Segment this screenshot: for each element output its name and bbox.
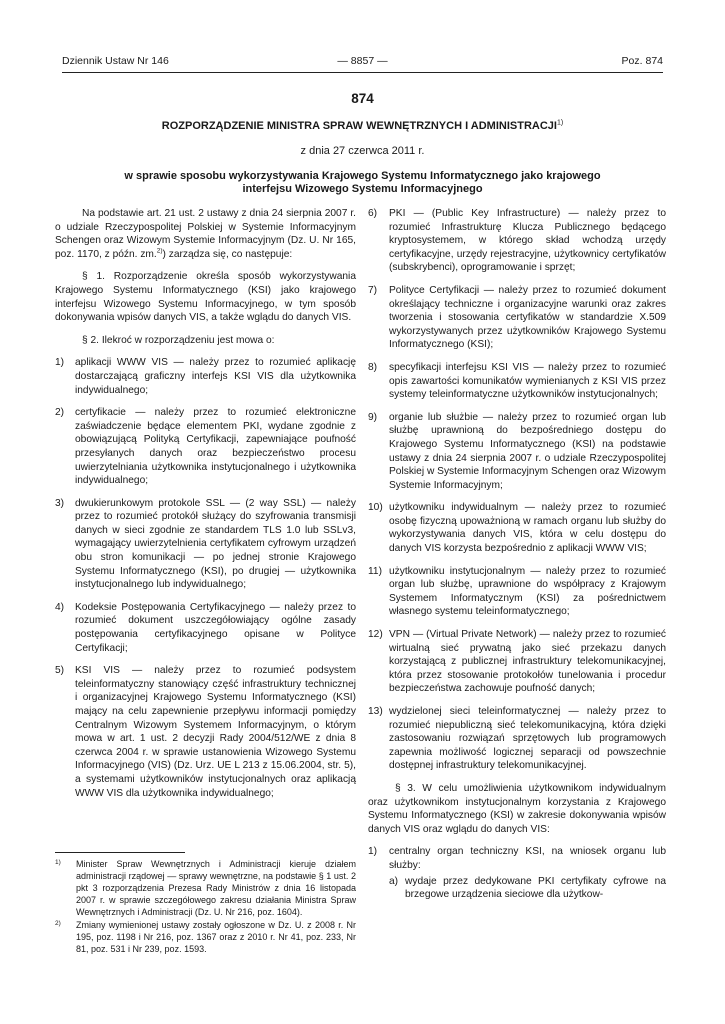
definition-item: 5) KSI VIS — należy przez to rozumieć podsystem teleinformatyczny stanowiący część infrastruktury technicznej i organizacyjnej Krajowego Systemu Informatycznego (KSI) mający na celu zapewnienie przepływu informacji pomiędzy Centralnym Wizowym Systemem Informacyjnym, o którym mowa w art. 1 ust. 2 decyzji Rady 2004/512/WE z dnia 8 czerwca 2004 r. w sprawie ustanowienia Wizowego Systemu Informacyjnego (VIS) (Dz. Urz. UE L 213 z 15.06.2004, str. 5), a systemami użytkowników instytucjonalnych oraz aplikacją WWW VIS dla użytkownika indywidualnego; — [55, 665, 356, 799]
preamble: Na podstawie art. 21 ust. 2 ustawy z dnia 24 sierpnia 2007 r. o udziale Rzeczypospolitej Polskiej w Systemie Informacyjnym Schengen oraz Wizowym Systemie Informacyjnym (Dz. U. Nr 165, poz. 1170, z późn. zm.$^{2)}$) zarządza się, co następuje: — [55, 208, 356, 260]
paragraph-3: § 3. W celu umożliwienia użytkownikom indywidualnym oraz użytkownikom instytucjonalnym korzystania z Krajowego Systemu Informatycznego (KSI) w zakresie dokonywania wpisów danych VIS oraz wglądu do danych VIS: — [368, 782, 666, 835]
paragraph-2: § 2. Ilekroć w rozporządzeniu jest mowa o: — [82, 334, 275, 346]
definition-item: 6) PKI — (Public Key Infrastructure) — należy przez to rozumieć Infrastrukturę Klucza Publicznego będącego kryptosystemem, w którego skład wchodzą urzędy certyfikacyjne, urzędy rejestracyjne, użytkownicy certyfikatów (subskrybenci), oprogramowanie i sprzęt; — [368, 208, 666, 274]
definition-item: 11) użytkowniku instytucjonalnym — należy przez to rozumieć organ lub służbę, uprawnione do współpracy z Krajowym Systemem Informatycznym (KSI) za pośrednictwem własnego systemu teleinformatycznego; — [368, 565, 666, 618]
title-footnote-mark: 1) — [556, 119, 564, 127]
definition-item: 3) dwukierunkowym protokole SSL — (2 way SSL) — należy przez to rozumieć protokół służący do szyfrowania transmisji danych w sieci zgodnie ze standardem TLS 1.0 lub SSLv3, wymagający uwierzytelnienia certyfikatem cyfrowym urządzeń obu stron komunikacji — po jednej stronie Krajowego Systemu Informatycznego (KSI), po drugiej — użytkownika instytucjonalnego lub indywidualnego; — [55, 497, 356, 591]
position-number: 874 — [351, 91, 374, 106]
paragraph-3-subitem: a) wydaje przez dedykowane PKI certyfikaty cyfrowe na brzegowe urządzenia sieciowe dla użytkow- — [389, 875, 666, 901]
definition-item: 1) aplikacji WWW VIS — należy przez to rozumieć aplikację dostarczającą graficzny interfejs KSI VIS dla użytkownika indywidualnego; — [55, 357, 356, 396]
definition-item: 7) Polityce Certyfikacji — należy przez to rozumieć dokument określający techniczne i organizacyjne warunki oraz zakres tworzenia i stosowania certyfikatów w standardzie X.509 wykorzystywanych przez użytkowników Krajowego Systemu Informatycznego (KSI); — [368, 284, 666, 351]
header-rule — [62, 72, 663, 73]
definition-item: 9) organie lub służbie — należy przez to rozumieć organ lub służbę uprawnioną do bezpośredniego dostępu do Krajowego Systemu Informatycznego (KSI) na podstawie ustawy z dnia 24 sierpnia 2007 r. o udziale Rzeczypospolitej Polskiej w Systemie Informacyjnym Schengen oraz Wizowym Systemie Informacyjnym; — [368, 411, 666, 491]
journal-name: Dziennik Ustaw Nr 146 — [62, 55, 169, 67]
page-number: — 8857 — — [337, 55, 388, 67]
paragraph-1: § 1. Rozporządzenie określa sposób wykorzystywania Krajowego Systemu Informatycznego (KSI) jako krajowego interfejsu Wizowego Systemu Informacyjnego, w tym sposób dokonywania wpisów danych VIS, a także wglądu do danych VIS. — [55, 271, 356, 324]
regulation-subject: w sprawie sposobu wykorzystywania Krajowego Systemu Informatycznego jako krajowego interfejsu Wizowego Systemu Informacyjnego — [124, 170, 601, 195]
footnotes — [55, 858, 356, 956]
definition-item: 4) Kodeksie Postępowania Certyfikacyjnego — należy przez to rozumieć dokument uszczegółowiający ogólne zasady postępowania certyfikacyjnego opisane w Polityce Certyfikacji; — [55, 601, 356, 654]
definition-item: 12) VPN — (Virtual Private Network) — należy przez to rozumieć wirtualną sieć prywatną jako sieć przekazu danych korzystającą z publicznej infrastruktury telekomunikacyjnej, która przez stosowanie protokołów tunelowania i procedur bezpieczeństwa zachowuje poufność danych; — [368, 629, 666, 695]
footnote: 1) Minister Spraw Wewnętrznych i Administracji kieruje działem administracji rządowej — sprawy wewnętrzne, na podstawie § 1 ust. 2 pkt 3 rozporządzenia Prezesa Rady Ministrów z dnia 16 listopada 2007 r. w sprawie szczegółowego zakresu działania Ministra Spraw Wewnętrznych i Administracji (Dz. U. Nr 216, poz. 1604). — [55, 859, 356, 917]
definition-item: 10) użytkowniku indywidualnym — należy przez to rozumieć osobę fizyczną upoważnioną w ramach organu lub służby do wykorzystywania danych VIS, która w celu dostępu do danych VIS korzysta bezpośrednio z aplikacji WWW VIS; — [368, 502, 666, 555]
right-column — [368, 207, 666, 902]
position-label: Poz. 874 — [621, 55, 663, 67]
definition-item: 13) wydzielonej sieci teleinformatycznej — należy przez to rozumieć niepubliczną sieć telekomunikacyjną, która dzięki zastosowaniu rozwiązań sprzętowych lub programowych zapewnia możliwość logicznej separacji od powszechnie dostępnej infrastruktury telekomunikacyjnej. — [368, 706, 666, 772]
regulation-title: ROZPORZĄDZENIE MINISTRA SPRAW WEWNĘTRZNYCH I ADMINISTRACJI$^{1)}$ — [161, 119, 564, 132]
footnote-rule — [55, 852, 185, 853]
definition-item: 2) certyfikacie — należy przez to rozumieć elektroniczne zaświadczenie będące elementem PKI, wydane zgodnie z obowiązującą Polityką Certyfikacji, zapewniające poufność przesyłanych danych oraz bezpieczeństwo procesu uwierzytelniania użytkownika instytucjonalnego i użytkownika indywidualnego; — [55, 407, 356, 487]
regulation-date: z dnia 27 czerwca 2011 r. — [300, 145, 425, 157]
footnote: 2) Zmiany wymienionej ustawy zostały ogłoszone w Dz. U. z 2008 r. Nr 195, poz. 1198 i Nr 216, poz. 1367 oraz z 2010 r. Nr 41, poz. 233, Nr 81, poz. 531 i Nr 239, poz. 1593. — [55, 920, 356, 954]
left-column — [55, 207, 356, 809]
paragraph-3-item: 1) centralny organ techniczny KSI, na wniosek organu lub służby: — [368, 846, 666, 871]
definition-item: 8) specyfikacji interfejsu KSI VIS — należy przez to rozumieć opis zawartości komunikatów wymienianych z KSI VIS przez systemy teleinformatyczne użytkowników instytucjonalnych; — [368, 361, 666, 401]
